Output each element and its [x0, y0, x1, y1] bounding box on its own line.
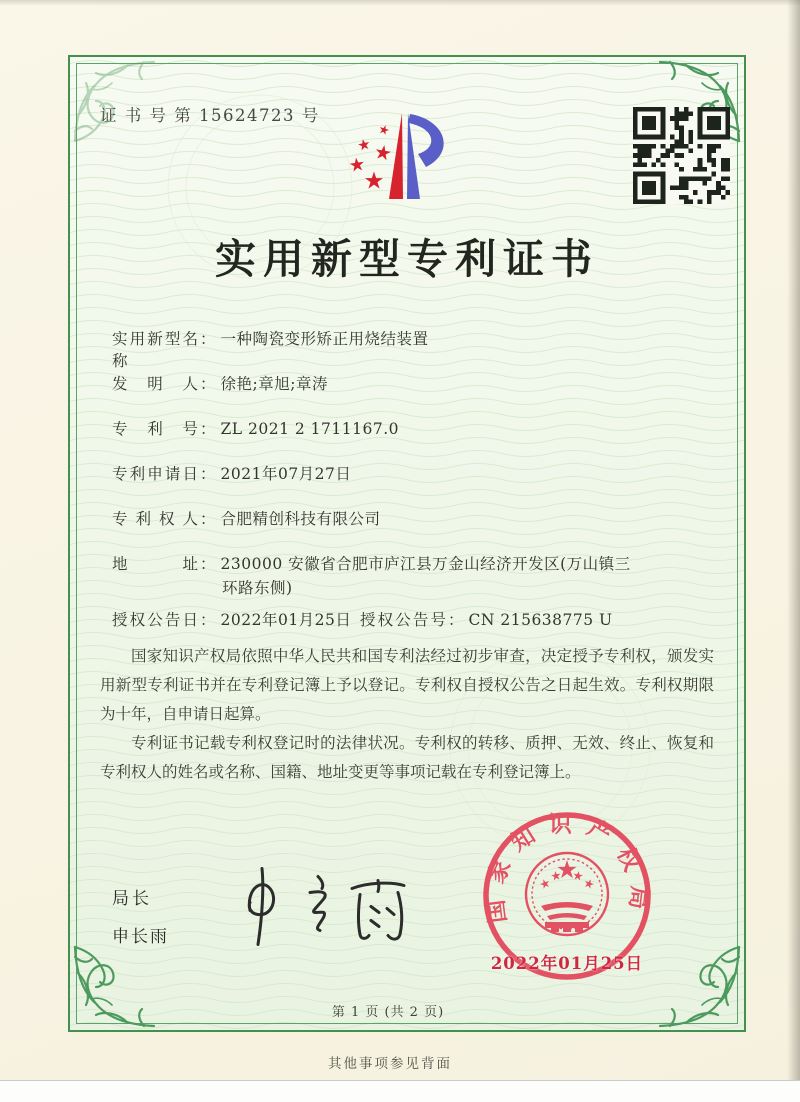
field-label: 发明人	[112, 375, 198, 393]
field-colon: ：	[200, 611, 216, 629]
national-emblem-icon	[526, 853, 608, 935]
field-value: 230000 安徽省合肥市庐江县万金山经济开发区(万山镇三	[220, 555, 631, 573]
field-value: CN 215638775 U	[468, 611, 613, 629]
field-label: 专利号	[112, 420, 198, 438]
field-colon: ：	[200, 330, 216, 348]
field-colon: ：	[200, 510, 216, 528]
field-label: 实用新型名称	[112, 330, 198, 370]
field-list	[112, 327, 698, 648]
seal-ring-text: 国家知识产权局	[481, 811, 653, 925]
field-colon: ：	[200, 375, 216, 393]
field-colon: ：	[448, 611, 464, 629]
scan-shadow-right	[787, 0, 800, 1085]
certificate-title: 实用新型专利证书	[215, 235, 599, 283]
cnipa-logo-icon	[330, 106, 480, 218]
back-side-note: 其他事项参见背面	[328, 1056, 452, 1072]
field-row-patentee	[112, 507, 698, 552]
grant-date-pair	[112, 611, 351, 629]
field-label: 授权公告日	[112, 611, 198, 629]
field-row-filing-date	[112, 462, 698, 507]
scan-shadow-top	[0, 0, 800, 6]
field-row-address	[112, 552, 698, 598]
field-label: 专利权人	[112, 510, 198, 528]
qr-code	[633, 107, 730, 204]
field-colon: ：	[200, 465, 216, 483]
certificate-number: 证 书 号 第 15624723 号	[100, 106, 320, 125]
field-label: 授权公告号	[360, 611, 446, 629]
scan-paper-edge	[0, 1080, 800, 1102]
signatory-name: 申长雨	[112, 927, 169, 947]
field-row-inventor	[112, 372, 698, 417]
field-value-line2: 环路东侧)	[222, 579, 293, 597]
field-colon: ：	[200, 420, 216, 438]
field-label: 专利申请日	[112, 465, 198, 483]
legal-paragraph-2: 专利证书记载专利权登记时的法律状况。专利权的转移、质押、无效、终止、恢复和专利权人的姓名或名称、国籍、地址变更等事项记载在专利登记簿上。	[100, 734, 714, 781]
field-colon: ：	[200, 555, 216, 573]
legal-paragraph-1: 国家知识产权局依照中华人民共和国专利法经过初步审查，决定授予专利权，颁发实用新型专利证书并在专利登记簿上予以登记。专利权自授权公告之日起生效。专利权期限为十年，自申请日起算。	[100, 647, 714, 723]
field-row-name	[112, 327, 698, 372]
page-number: 第 1 页 (共 2 页)	[331, 1005, 445, 1020]
field-row-patent-number	[112, 417, 698, 462]
field-value: 合肥精创科技有限公司	[220, 510, 381, 528]
field-value: 徐艳;章旭;章涛	[220, 375, 328, 393]
grant-number-pair	[360, 608, 613, 630]
legal-text	[100, 642, 714, 787]
signatory-title: 局长	[112, 889, 152, 909]
field-value: ZL 2021 2 1711167.0	[220, 420, 399, 438]
field-value: 2022年01月25日	[220, 611, 352, 629]
handwritten-signature	[232, 858, 422, 954]
field-value: 2021年07月27日	[220, 465, 352, 483]
seal-date: 2022年01月25日	[490, 954, 644, 973]
field-value: 一种陶瓷变形矫正用烧结装置	[220, 330, 429, 348]
field-label: 地址	[112, 555, 198, 573]
